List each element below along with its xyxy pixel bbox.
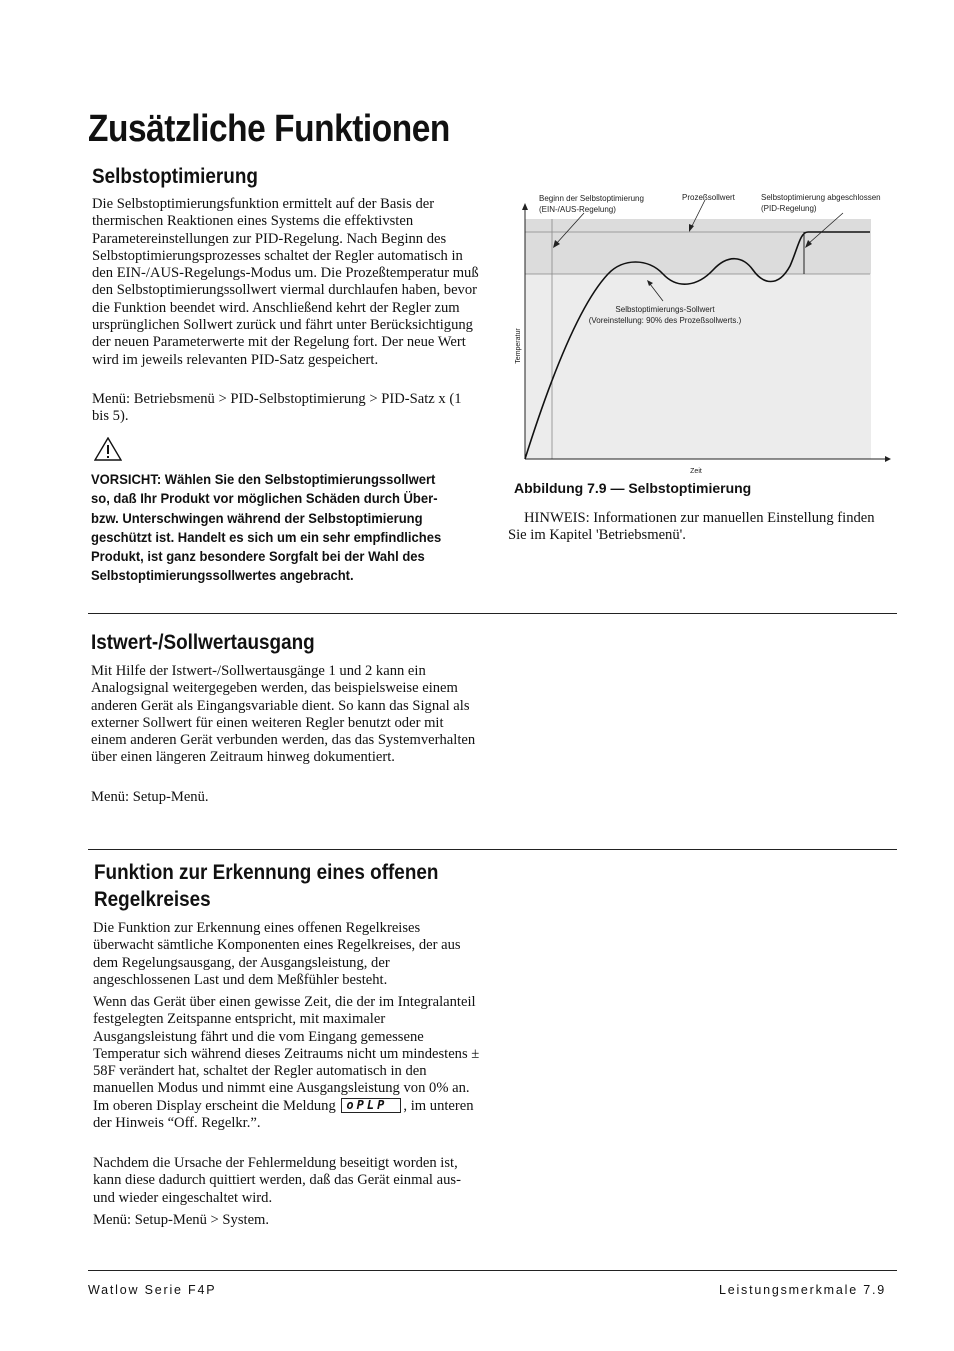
footer-right: Leistungsmerkmale 7.9 [718, 1283, 886, 1297]
tuning-band [525, 219, 871, 274]
figure-caption: Abbildung 7.9 — Selbstoptimierung [514, 480, 752, 496]
section-divider-1 [88, 613, 897, 614]
section-heading-offener-regelkreis [94, 859, 438, 913]
footer-rule [88, 1270, 897, 1271]
istwert-paragraph: Mit Hilfe der Istwert-/Sollwertausgänge 1 und 2 kann ein Analogsignal weitergegeben werden, das beispielsweise einem anderen Gerät als Eingangsvariable dient. So kann das Signal als externer Sollwert für einen weiteren Regler benutzt oder mit einem anderen Gerät verbunden werden, das das Systemverhalten über einen längeren Zeitraum hinweg dokumentiert. [91, 663, 476, 766]
heading-line1: Funktion zur Erkennung eines offenen [94, 861, 439, 884]
regelkreis-menu-path: Menü: Setup-Menü > System. [93, 1212, 270, 1228]
label-start-line2: (EIN-/AUS-Regelung) [539, 205, 616, 214]
heading-line2: Regelkreises [94, 888, 211, 911]
footer-left: Watlow Serie F4P [88, 1283, 217, 1297]
selbstoptimierung-menu-path: Menü: Betriebsmenü > PID-Selbstoptimierung > PID-Satz x (1 bis 5). [92, 391, 462, 425]
y-axis-label: Temperatur [515, 328, 522, 364]
label-start-line1: Beginn der Selbstoptimierung [539, 194, 644, 203]
warning-triangle-icon [94, 437, 122, 461]
regelkreis-paragraph-2 [93, 994, 483, 1132]
section-heading-istwert-sollwertausgang: Istwert-/Sollwertausgang [91, 631, 315, 654]
label-process-setpoint: Prozeßsollwert [682, 193, 735, 202]
label-end-line1: Selbstoptimierung abgeschlossen [761, 193, 881, 202]
page-title: Zusätzliche Funktionen [88, 108, 450, 150]
section-heading-selbstoptimierung: Selbstoptimierung [92, 165, 258, 188]
regelkreis-paragraph-2-end: , im unteren der Hinweis “Off. Regelkr.”. [93, 1097, 474, 1132]
label-end-line2: (PID-Regelung) [761, 204, 817, 213]
istwert-menu-path: Menü: Setup-Menü. [91, 789, 209, 805]
regelkreis-paragraph-2-text: Wenn das Gerät über einen gewisse Zeit, die der im Integralanteil festgelegten Zeitspanne entspricht, mit maximaler Ausgangsleistung fährt und die vom Eingang gemessene Temperatur sich während dieses Zeitraums nicht um mindestens ± 58F verändert hat, schaltet der Regler automatisch in den manuellen Modus und nimmt eine Ausgangsleistung von 0% an. Im oberen Display erscheint die Meldung [93, 994, 480, 1114]
x-axis-label: Zeit [690, 468, 702, 475]
display-code-oplp: oPLP [341, 1098, 401, 1113]
warning-text: VORSICHT: Wählen Sie den Selbstoptimierungssollwert so, daß Ihr Produkt vor möglichen Schäden durch Über- bzw. Unterschwingen während der Selbstoptimierung geschützt ist. Handelt es sich um ein sehr empfindliches Produkt, ist ganz besondere Sorgfalt bei der Wahl des Selbstoptimierungssollwertes angebracht. [91, 471, 442, 584]
regelkreis-paragraph-3: Nachdem die Ursache der Fehlermeldung beseitigt worden ist, kann diese dadurch quittiert werden, daß das Gerät einmal aus- und wieder eingeschaltet wird. [93, 1155, 461, 1206]
figure-note: HINWEIS: Informationen zur manuellen Einstellung finden Sie im Kapitel 'Betriebsmenü'. [508, 510, 875, 544]
section-divider-2 [88, 849, 897, 850]
label-tuning-setpoint-line1: Selbstoptimierungs-Sollwert [615, 305, 715, 314]
regelkreis-paragraph-1: Die Funktion zur Erkennung eines offenen Regelkreises überwacht sämtliche Komponenten eines Regelkreises, der aus dem Regelungsausgang, der Ausgangsleistung, der angeschlossenen Last und dem Meßfühler besteht. [93, 920, 461, 988]
selbstoptimierung-paragraph: Die Selbstoptimierungsfunktion ermittelt auf der Basis der thermischen Reaktionen eines Systems die effektivsten Parametereinstellungen zur PID-Regelung. Nach Beginn des Selbstoptimierungsprozesses schaltet der Regler automatisch in den EIN-/AUS-Regelungs-Modus um. Die Prozeßtemperatur muß den Selbstoptimierungssollwert viermal durchlaufen haben, bevor die Funktion beendet wird. Anschließend kehrt der Regler zum ursprünglichen Sollwert zurück und fährt unter Berücksichtigung der neuen Parameterwerte mit der Regelung fort. Der neue Wert wird im jeweils relevanten PID-Satz gespeichert. [92, 196, 479, 368]
selbstoptimierung-figure [508, 186, 894, 478]
label-tuning-setpoint-line2: (Voreinstellung: 90% des Prozeßsollwerts.) [588, 316, 742, 325]
